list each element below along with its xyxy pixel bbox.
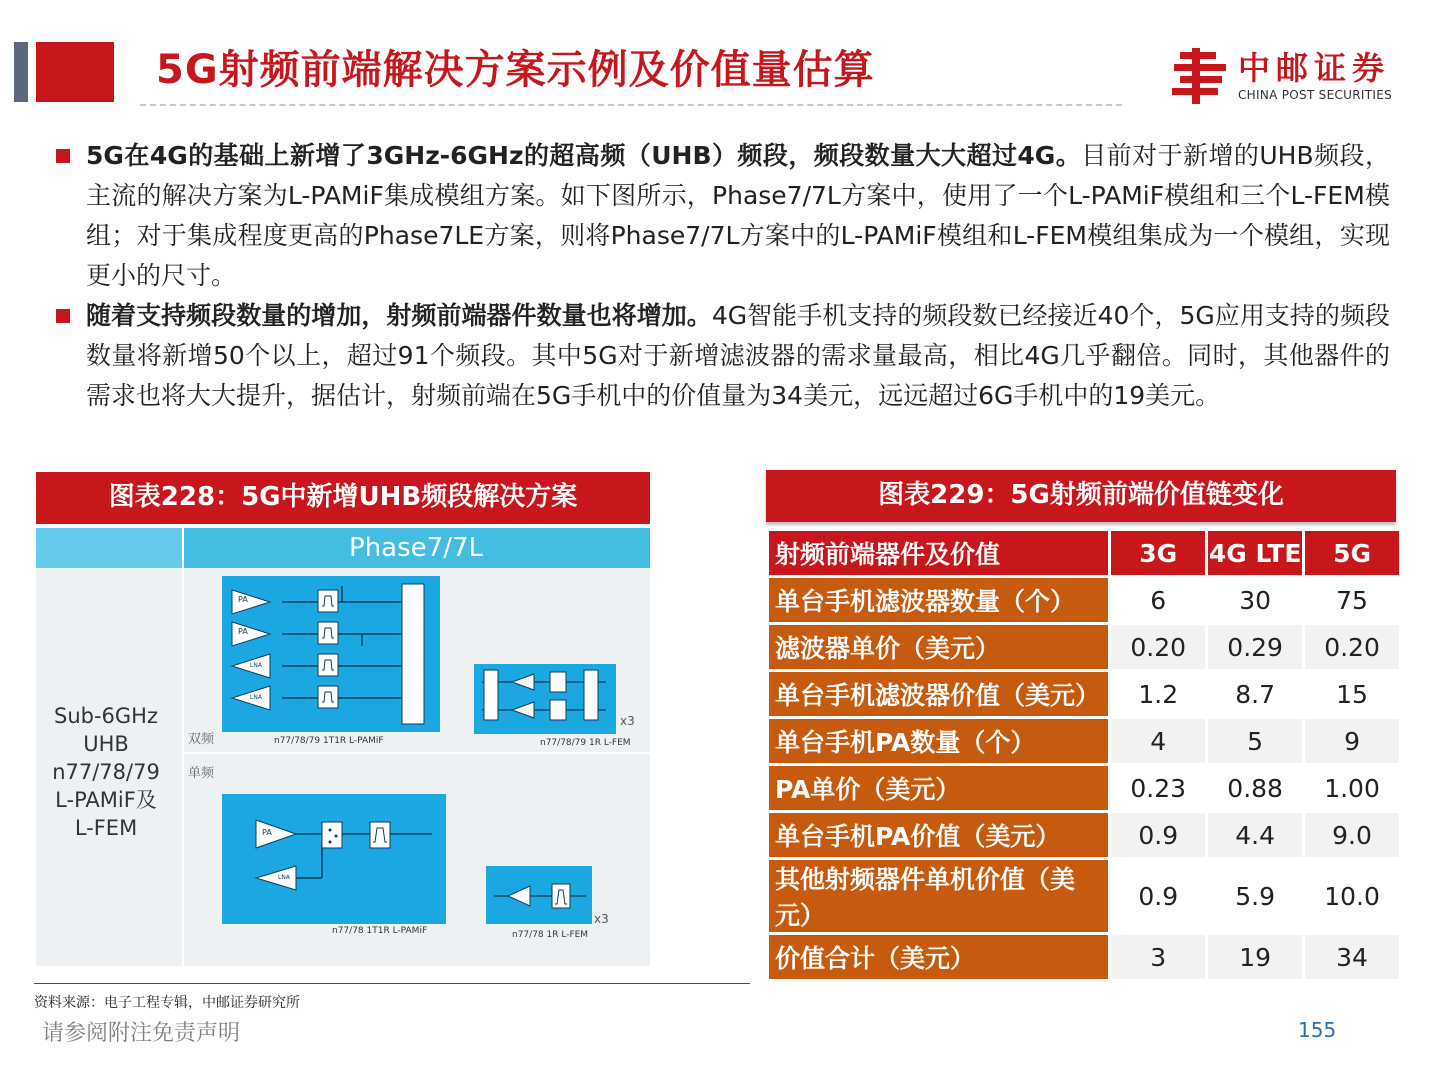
source-note: 资料来源：电子工程专辑，中邮证券研究所	[34, 995, 300, 1011]
bullet-list	[50, 136, 1390, 416]
row-label: 单台手机滤波器价值（美元）	[769, 672, 1108, 716]
cell-value: 10.0	[1305, 860, 1399, 932]
figure-228-title: 图表228：5G中新增UHB频段解决方案	[36, 472, 650, 524]
value-chain-table	[766, 528, 1402, 982]
logo-text-en: CHINA POST SECURITIES	[1238, 88, 1392, 102]
table-row	[769, 935, 1399, 979]
l-fem-module-dual	[474, 664, 616, 734]
cell-value: 8.7	[1208, 672, 1302, 716]
table-row	[769, 813, 1399, 857]
cell-value: 15	[1305, 672, 1399, 716]
cell-value: 6	[1111, 578, 1205, 622]
caption-bottom-right: n77/78 1R L-FEM	[512, 930, 589, 940]
l-fem-module-single	[486, 866, 592, 924]
bullet-item	[50, 136, 1390, 296]
uhb-solution-diagram	[36, 528, 650, 966]
cell-value: 0.88	[1208, 766, 1302, 810]
caption-top-left: n77/78/79 1T1R L-PAMiF	[274, 736, 384, 746]
row-label: 单台手机PA价值（美元）	[769, 813, 1108, 857]
bullet-bold: 随着支持频段数量的增加，射频前端器件数量也将增加。	[86, 301, 712, 330]
bullet-square-icon	[56, 309, 70, 323]
cell-value: 4.4	[1208, 813, 1302, 857]
bullet-text: 目前对于新增的UHB频段，主流的解决方案为L-PAMiF集成模组方案。如下图所示，Phase7/7L方案中，使用了一个L-PAMiF模组和三个L-FEM模组；对于集成程度更高的Phase7LE方案，则将Phase7/7L方案中的L-PAMiF模组和L-FEM模组集成为一个模组，实现更小的尺寸。	[86, 141, 1390, 290]
l-fem-single-schematic-icon	[486, 866, 592, 924]
caption-bottom-left: n77/78 1T1R L-PAMiF	[332, 926, 428, 936]
row-label: 价值合计（美元）	[769, 935, 1108, 979]
cell-value: 4	[1111, 719, 1205, 763]
side-line: L-PAMiF及	[55, 788, 157, 812]
cell-value: 9	[1305, 719, 1399, 763]
table-row	[769, 672, 1399, 716]
cell-value: 5.9	[1208, 860, 1302, 932]
diagram-row-divider	[184, 752, 650, 754]
side-line: L-FEM	[74, 816, 138, 840]
table-row	[769, 860, 1399, 932]
bullet-item	[50, 296, 1390, 416]
diagram-phase-label: Phase7/7L	[349, 533, 483, 563]
table-header-row	[769, 531, 1399, 575]
source-divider	[34, 983, 750, 984]
disclaimer: 请参阅附注免责声明	[42, 1021, 241, 1046]
page-title: 5G射频前端解决方案示例及价值量估算	[156, 47, 875, 93]
l-pamif-schematic-icon	[222, 576, 440, 732]
diagram-side-label	[36, 702, 176, 842]
side-line: n77/78/79	[52, 760, 160, 784]
l-fem-schematic-icon	[474, 664, 616, 734]
row-label: 滤波器单价（美元）	[769, 625, 1108, 669]
cell-value: 0.20	[1111, 625, 1205, 669]
logo-text-cn: 中邮证券	[1238, 49, 1391, 87]
cell-value: 1.00	[1305, 766, 1399, 810]
header-accent-bar-red	[36, 42, 114, 102]
cell-value: 9.0	[1305, 813, 1399, 857]
cell-value: 0.9	[1111, 813, 1205, 857]
cell-value: 75	[1305, 578, 1399, 622]
cell-value: 30	[1208, 578, 1302, 622]
bullet-text: 4G智能手机支持的频段数已经接近40个，5G应用支持的频段数量将新增50个以上，超过91个频段。其中5G对于新增滤波器的需求量最高，相比4G几乎翻倍。同时，其他器件的需求也将大大提升，据估计，射频前端在5G手机中的价值量为34美元，远远超过6G手机中的19美元。	[86, 301, 1390, 410]
side-line: UHB	[83, 732, 129, 756]
header-divider	[140, 104, 1122, 106]
figure-229-title: 图表229：5G射频前端价值链变化	[766, 470, 1396, 522]
column-header: 5G	[1305, 531, 1399, 575]
row-label: 其他射频器件单机价值（美元）	[769, 860, 1108, 932]
single-band-label: 单频	[188, 766, 215, 781]
lna-text: LNA	[250, 662, 262, 669]
x3-label: x3	[620, 714, 635, 728]
header-accent-bar-grey	[14, 42, 28, 102]
table-row	[769, 578, 1399, 622]
lna-text: LNA	[250, 694, 262, 701]
pa-text: PA	[238, 595, 248, 604]
bullet-bold: 5G在4G的基础上新增了3GHz-6GHz的超高频（UHB）频段，频段数量大大超过4G。	[86, 141, 1082, 170]
l-pamif-module-single	[222, 794, 446, 924]
cell-value: 19	[1208, 935, 1302, 979]
cell-value: 0.9	[1111, 860, 1205, 932]
table-row	[769, 719, 1399, 763]
pa-text: PA	[262, 828, 272, 837]
page-number: 155	[1298, 1018, 1337, 1042]
cell-value: 3	[1111, 935, 1205, 979]
cell-value: 0.20	[1305, 625, 1399, 669]
l-pamif-module-dual	[222, 576, 440, 732]
column-header: 射频前端器件及价值	[769, 531, 1108, 575]
cell-value: 0.29	[1208, 625, 1302, 669]
caption-top-right: n77/78/79 1R L-FEM	[540, 738, 631, 748]
row-label: 单台手机滤波器数量（个）	[769, 578, 1108, 622]
table-row	[769, 766, 1399, 810]
cell-value: 5	[1208, 719, 1302, 763]
row-label: 单台手机PA数量（个）	[769, 719, 1108, 763]
row-label: PA单价（美元）	[769, 766, 1108, 810]
bullet-square-icon	[56, 149, 70, 163]
l-pamif-single-schematic-icon	[222, 794, 446, 924]
diagram-header-corner	[36, 528, 184, 568]
x3-label: x3	[594, 912, 609, 926]
side-line: Sub-6GHz	[54, 704, 158, 728]
table-row	[769, 625, 1399, 669]
lna-text: LNA	[278, 874, 290, 881]
column-header: 3G	[1111, 531, 1205, 575]
cell-value: 1.2	[1111, 672, 1205, 716]
dual-band-label: 双频	[188, 732, 215, 747]
column-header: 4G LTE	[1208, 531, 1302, 575]
cell-value: 34	[1305, 935, 1399, 979]
diagram-column-divider	[182, 568, 184, 966]
cell-value: 0.23	[1111, 766, 1205, 810]
pa-text: PA	[238, 627, 248, 636]
